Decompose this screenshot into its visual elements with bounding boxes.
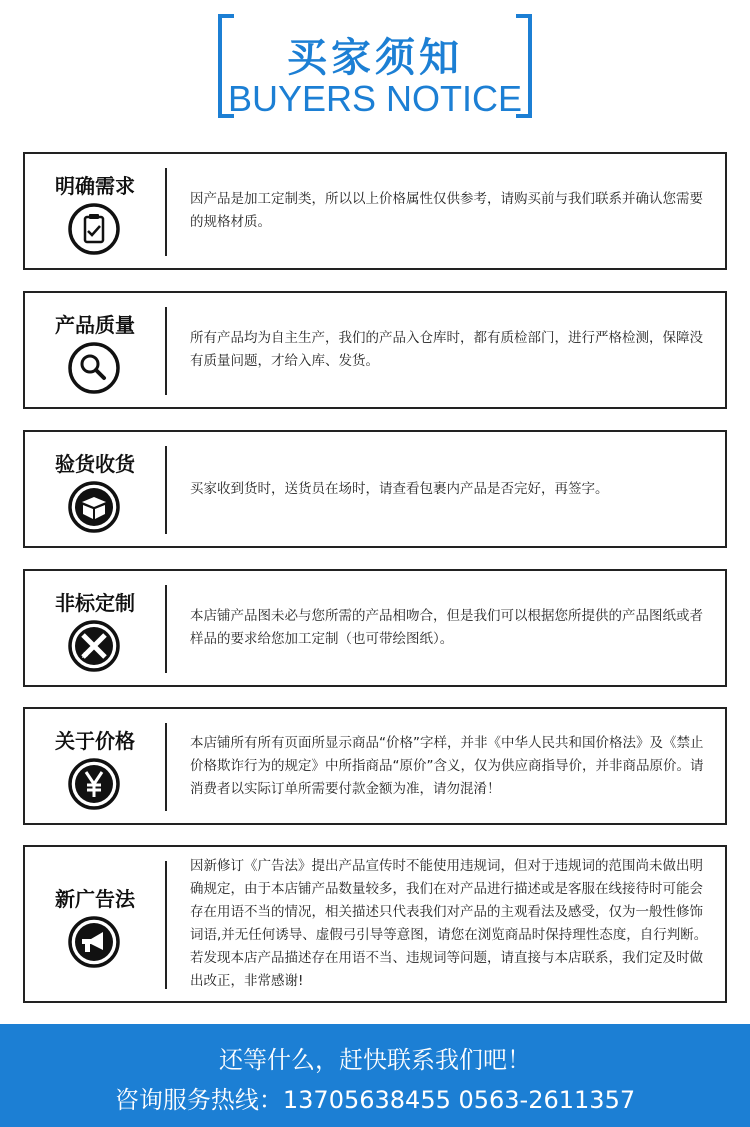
notice-box-custom (23, 569, 727, 687)
notice-box-quality (23, 291, 727, 409)
magnifier-icon (67, 341, 121, 395)
footer-call-to-action: 还等什么，赶快联系我们吧！ (219, 1046, 531, 1074)
notice-text: 买家收到货时，送货员在场时，请查看包裹内产品是否完好，再签字。 (190, 480, 609, 497)
divider (165, 723, 167, 811)
notice-label: 非标定制 (55, 591, 135, 615)
megaphone-icon (67, 915, 121, 969)
notice-box-requirements (23, 152, 727, 270)
notice-text: 本店铺产品图未必与您所需的产品相吻合，但是我们可以根据您所提供的产品图纸或者样品的要求给您加工定制（也可带绘图纸）。 (190, 608, 703, 647)
page-subtitle: BUYERS NOTICE (227, 78, 523, 119)
notice-label: 验货收货 (55, 452, 135, 476)
notice-text: 本店铺所有所有页面所显示商品“价格”字样，并非《中华人民共和国价格法》及《禁止价格欺诈行为的规定》中所指商品“原价”含义，仅为供应商指导价，并非商品原价。请消费者以实际订单所需要付款金额为准，请勿混淆！ (190, 734, 704, 797)
divider (165, 307, 167, 395)
notice-box-price (23, 707, 727, 825)
notice-box-inspection (23, 430, 727, 548)
notice-text: 因产品是加工定制类，所以以上价格属性仅供参考，请购买前与我们联系并确认您需要的规格材质。 (190, 191, 703, 230)
pencil-ruler-icon (67, 619, 121, 673)
divider (165, 446, 167, 534)
notice-label: 明确需求 (55, 174, 135, 198)
box-icon (67, 480, 121, 534)
divider (165, 585, 167, 673)
clipboard-check-icon (67, 202, 121, 256)
notice-label: 新广告法 (55, 887, 135, 911)
divider (165, 861, 167, 989)
yen-icon (67, 757, 121, 811)
header (0, 0, 750, 135)
divider (165, 168, 167, 256)
notice-label: 产品质量 (55, 313, 135, 337)
contact-footer (0, 1024, 750, 1127)
notice-text: 因新修订《广告法》提出产品宣传时不能使用违规词，但对于违规词的范围尚未做出明确规定，由于本店铺产品数量较多，我们在对产品进行描述或是客服在线接待时可能会存在用语不当的情况，相关描述只代表我们对产品的主观看法及感受，仅为一般性修饰词语,并无任何诱导、虚假弓引导等意图，请您在浏览商品时保持理性态度，自行判断。若发现本店产品描述存在用语不当、违规词等问题，请直接与本店联系，我们定及时做出改正，非常感谢! (190, 858, 708, 989)
notice-label: 关于价格 (55, 729, 135, 753)
notice-text: 所有产品均为自主生产，我们的产品入仓库时，都有质检部门，进行严格检测，保障没有质量问题，才给入库、发货。 (190, 330, 703, 369)
page-title: 买家须知 (287, 35, 463, 81)
footer-hotline: 咨询服务热线：13705638455 0563-2611357 (114, 1086, 636, 1114)
notice-box-advertising-law (23, 845, 727, 1003)
